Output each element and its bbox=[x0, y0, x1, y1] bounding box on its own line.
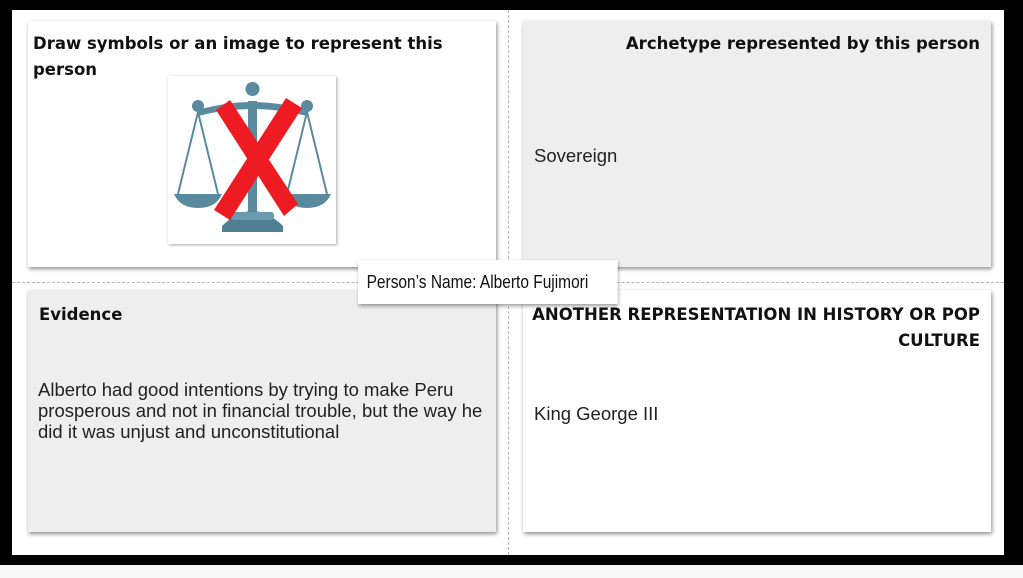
person-name-box: Person’s Name: Alberto Fujimori bbox=[358, 260, 618, 304]
archetype-heading: Archetype represented by this person bbox=[625, 34, 980, 53]
evidence-text: Alberto had good intentions by trying to make Peru prosperous and not in financial trouble, but the way he did it was unjust and unconstitutional bbox=[38, 379, 483, 442]
evidence-card bbox=[28, 290, 496, 532]
archetype-card bbox=[523, 21, 991, 267]
scales-of-justice-icon bbox=[168, 76, 336, 244]
evidence-heading: Evidence bbox=[39, 305, 123, 324]
representation-value: King George III bbox=[534, 403, 659, 424]
representation-card bbox=[523, 290, 991, 532]
cross-out-icon bbox=[214, 98, 302, 220]
slide bbox=[12, 10, 1004, 555]
representation-heading: ANOTHER REPRESENTATION IN HISTORY OR POP CULTURE bbox=[532, 305, 980, 350]
symbols-card bbox=[28, 21, 496, 267]
bottom-strip bbox=[0, 565, 1023, 578]
symbol-image bbox=[168, 76, 336, 244]
archetype-value: Sovereign bbox=[534, 145, 618, 166]
symbols-heading: Draw symbols or an image to represent this person bbox=[33, 34, 443, 79]
